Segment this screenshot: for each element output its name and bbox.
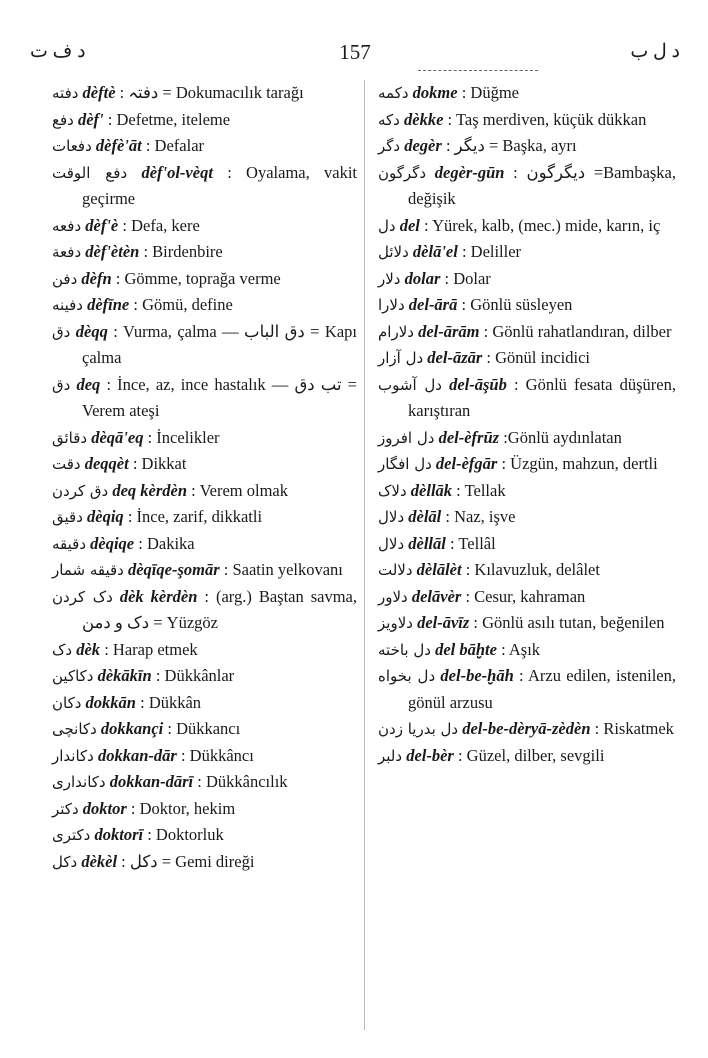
entry-definition: : Defa, kere: [122, 215, 200, 235]
entry-definition: : Dükkancı: [167, 719, 241, 738]
entry-arabic: دکمه: [378, 84, 409, 102]
entry-definition: : Defalar: [145, 136, 205, 155]
dictionary-entry: [52, 213, 357, 240]
entry-arabic: دل بدریا زدن: [378, 720, 459, 738]
entry-definition: : Dükkâncı: [180, 745, 254, 765]
entry-definition: : Naz, işve: [445, 507, 516, 526]
entry-headword: del-èfrūz: [438, 427, 500, 447]
entry-headword: degèr-gūn: [434, 162, 505, 182]
entry-arabic: دلاویز: [378, 614, 413, 632]
entry-definition: : İncelikler: [147, 427, 220, 447]
entry-headword: del: [399, 215, 420, 235]
entry-headword: dokkan-dār: [97, 745, 177, 765]
entry-definition: : İnce, az, ince hastalık — تب دق = Verem ateşi: [82, 374, 357, 420]
column-divider: [364, 80, 365, 1030]
dictionary-entry: [52, 319, 357, 372]
entry-definition: : Gönlü asılı tutan, beğenilen: [473, 613, 665, 632]
entry-headword: dèqīqe-şomār: [127, 560, 220, 579]
entry-definition: : Gönlü rahatlandıran, dilber: [483, 321, 672, 341]
entry-definition: : دیگر = Başka, ayrı: [445, 136, 577, 155]
entry-headword: dèf'ol-vèqt: [141, 162, 213, 182]
entry-definition: : Oyalama, vakit geçirme: [82, 162, 357, 208]
dictionary-entry: [378, 213, 676, 240]
entry-arabic: دلال: [378, 534, 405, 553]
entry-arabic: دلال: [378, 508, 405, 526]
entry-definition: : Defetme, iteleme: [107, 109, 231, 129]
entry-definition: : Yürek, kalb, (mec.) mide, karın, iç: [424, 215, 661, 235]
header-rule: [418, 70, 538, 71]
entry-arabic: دفعة: [52, 243, 82, 261]
entry-definition: : İnce, zarif, dikkatli: [127, 507, 263, 526]
entry-headword: dèftè: [82, 83, 116, 102]
entry-headword: deqqèt: [84, 454, 129, 473]
dictionary-entry: [52, 584, 357, 637]
page-header: [30, 40, 680, 70]
dictionary-entry: [52, 239, 357, 266]
dictionary-entry: [52, 796, 357, 823]
dictionary-entry: [378, 743, 676, 770]
entry-definition: : Arzu edilen, istenilen, gönül arzusu: [408, 666, 676, 712]
entry-arabic: دلار: [378, 269, 401, 288]
dictionary-entry: [52, 372, 357, 425]
entry-arabic: دفع: [52, 110, 74, 129]
entry-arabic: دکانداری: [52, 773, 106, 791]
entry-definition: : Gönlü fesata düşüren, karıştıran: [408, 374, 676, 420]
entry-definition: : Taş merdiven, küçük dükkan: [447, 109, 647, 129]
entry-headword: dèllāl: [408, 533, 446, 553]
entry-arabic: دک: [52, 640, 73, 659]
dictionary-entry: [52, 80, 357, 107]
dictionary-entry: [378, 372, 676, 425]
entry-headword: dolar: [404, 268, 441, 288]
entry-definition: : Birdenbire: [143, 242, 223, 261]
dictionary-entry: [378, 663, 676, 716]
dictionary-entry: [52, 504, 357, 531]
dictionary-entry: [52, 133, 357, 160]
entry-headword: del-bèr: [406, 745, 454, 765]
entry-headword: del-āzār: [427, 348, 483, 367]
entry-definition: : Güzel, dilber, sevgili: [457, 745, 605, 765]
entry-definition: : Dükkâncılık: [197, 772, 288, 791]
entry-headword: dèk: [76, 639, 101, 659]
entry-headword: dèf'ètèn: [85, 242, 140, 261]
entry-headword: del-āşūb: [449, 374, 507, 394]
entry-arabic: دل آشوب: [378, 375, 442, 394]
entry-headword: dokme: [412, 83, 458, 102]
entry-arabic: دکانچی: [52, 720, 97, 738]
dictionary-entry: [378, 610, 676, 637]
entry-definition: : Dükkân: [140, 692, 202, 712]
entry-headword: deq kèrdèn: [112, 480, 188, 500]
dictionary-entry: [52, 822, 357, 849]
entry-definition: : Doktor, hekim: [130, 798, 236, 818]
entry-arabic: دقت: [52, 455, 81, 473]
dictionary-entry: [52, 690, 357, 717]
dictionary-entry: [52, 769, 357, 796]
entry-arabic: دلالت: [378, 561, 413, 579]
entry-headword: dèqiq: [87, 507, 124, 526]
dictionary-entry: [52, 160, 357, 213]
entry-arabic: دل افگار: [378, 455, 432, 473]
dictionary-entry: [52, 107, 357, 134]
entry-headword: dèqiqe: [90, 533, 135, 553]
entry-arabic: دکتری: [52, 826, 91, 844]
entry-definition: : Dakika: [138, 533, 195, 553]
entry-definition: : Üzgün, mahzun, dertli: [501, 454, 658, 473]
entry-arabic: دلارا: [378, 296, 405, 314]
dictionary-entry: [378, 478, 676, 505]
entry-headword: dèfè'āt: [95, 136, 142, 155]
entry-headword: del-ārā: [408, 295, 458, 314]
entry-headword: dèf': [77, 109, 104, 129]
entry-arabic: دکه: [378, 110, 400, 129]
entry-arabic: دقائق: [52, 428, 88, 447]
entry-headword: dèkèl: [81, 851, 118, 871]
entry-definition: : Doktorluk: [147, 825, 224, 844]
entry-definition: : Dükkânlar: [155, 666, 235, 685]
entry-definition: : Vurma, çalma — دق الباب = Kapı çalma: [82, 321, 357, 367]
entry-definition: : دیگرگون =Bambaşka, değişik: [408, 162, 677, 208]
entry-arabic: دکاکین: [52, 667, 94, 685]
dictionary-entry: [378, 557, 676, 584]
entry-definition: : Deliller: [461, 242, 522, 261]
dictionary-entry: [378, 716, 676, 743]
entry-headword: dèlā'el: [412, 242, 458, 261]
entry-arabic: دفعات: [52, 137, 92, 155]
entry-arabic: دفعه: [52, 216, 82, 235]
entry-headword: dèlāl: [408, 507, 442, 526]
entry-headword: dèqā'eq: [91, 427, 144, 447]
dictionary-entry: [52, 451, 357, 478]
dictionary-entry: [52, 557, 357, 584]
dictionary-entry: [378, 133, 676, 160]
entry-definition: : Kılavuzluk, delâlet: [465, 560, 600, 579]
entry-headword: dèfīne: [87, 295, 130, 314]
entry-arabic: دل بخواه: [378, 667, 436, 685]
dictionary-entry: [378, 451, 676, 478]
entry-definition: : Gömü, define: [133, 295, 233, 314]
dictionary-entry: [52, 292, 357, 319]
dictionary-entry: [378, 266, 676, 293]
dictionary-entry: [378, 425, 676, 452]
entry-arabic: دلارام: [378, 322, 414, 341]
entry-arabic: دفع الوقت: [52, 163, 128, 182]
entry-headword: dèf'è: [85, 215, 119, 235]
entry-arabic: دل افروز: [378, 428, 435, 447]
entry-arabic: دقيقه: [52, 534, 87, 553]
dictionary-entry: [52, 266, 357, 293]
entry-arabic: دق كردن: [52, 481, 109, 500]
entry-headword: dokkan-dārī: [109, 772, 194, 791]
entry-arabic: دکتر: [52, 799, 79, 818]
entry-definition: : Tellâl: [449, 533, 496, 553]
entry-definition: : دفتہ = Dokumacılık tarağı: [119, 83, 304, 102]
entry-definition: :Gönlü aydınlatan: [503, 427, 622, 447]
entry-headword: dokkān: [85, 692, 136, 712]
dictionary-entry: [378, 584, 676, 611]
entry-arabic: دقيقه شمار: [52, 561, 124, 579]
dictionary-entry: [52, 425, 357, 452]
entry-headword: dèlālèt: [416, 560, 462, 579]
dictionary-entry: [52, 531, 357, 558]
entry-definition: : Verem olmak: [191, 480, 288, 500]
page-number: 157: [339, 40, 371, 64]
dictionary-entry: [52, 716, 357, 743]
entry-arabic: دگر: [378, 137, 401, 155]
entry-definition: : Dikkat: [132, 454, 187, 473]
entry-headword: dokkançi: [100, 719, 164, 738]
entry-headword: degèr: [404, 136, 442, 155]
entry-definition: : Saatin yelkovanı: [223, 560, 343, 579]
entry-arabic: دکل: [52, 852, 78, 871]
dictionary-entry: [378, 80, 676, 107]
entry-definition: : Gönlü süsleyen: [461, 295, 573, 314]
right-column: [378, 80, 676, 769]
entry-headword: dèkke: [404, 109, 444, 129]
entry-headword: delāvèr: [411, 586, 462, 606]
entry-arabic: دلائل: [378, 243, 409, 261]
entry-definition: : Gönül incidici: [486, 348, 590, 367]
dictionary-entry: [378, 107, 676, 134]
entry-headword: doktor: [82, 798, 127, 818]
entry-headword: del-āvīz: [417, 613, 470, 632]
entry-definition: : دکل = Gemi direği: [121, 851, 255, 871]
entry-definition: : Tellak: [456, 480, 506, 500]
entry-definition: : (arg.) Baştan savma, دک و دمن = Yüzgöz: [82, 586, 357, 632]
entry-arabic: دفينه: [52, 296, 83, 314]
dictionary-entry: [52, 637, 357, 664]
header-right-letters: د ل ب: [630, 41, 680, 62]
dictionary-entry: [378, 160, 676, 213]
entry-headword: del bāḫte: [435, 639, 497, 659]
entry-headword: doktorī: [94, 825, 144, 844]
entry-headword: del-ārām: [418, 321, 480, 341]
entry-arabic: دل باخته: [378, 640, 431, 659]
entry-headword: dèqq: [75, 321, 108, 341]
entry-arabic: دفته: [52, 84, 79, 102]
entry-arabic: دلبر: [378, 746, 403, 765]
entry-arabic: دلاور: [378, 587, 408, 606]
entry-headword: dèkākīn: [97, 666, 152, 685]
entry-headword: dèk kèrdèn: [119, 586, 198, 606]
entry-definition: : Gömme, toprağa verme: [115, 268, 281, 288]
entry-headword: del-èfgār: [435, 454, 498, 473]
dictionary-entry: [378, 239, 676, 266]
entry-headword: del-be-ḫāh: [440, 666, 514, 685]
dictionary-entry: [378, 504, 676, 531]
entry-definition: : Cesur, kahraman: [465, 586, 586, 606]
entry-definition: : Dolar: [444, 268, 491, 288]
entry-definition: : Düğme: [461, 83, 520, 102]
dictionary-entry: [378, 637, 676, 664]
dictionary-entry: [52, 849, 357, 876]
dictionary-entry: [378, 319, 676, 346]
dictionary-entry: [378, 345, 676, 372]
entry-arabic: دک کردن: [52, 587, 113, 606]
entry-arabic: دقيق: [52, 508, 83, 526]
entry-arabic: دل: [378, 216, 396, 235]
entry-headword: del-be-dèryā-zèdèn: [462, 719, 591, 738]
entry-arabic: دلاک: [378, 481, 407, 500]
entry-arabic: دکاندار: [52, 746, 94, 765]
entry-arabic: دق: [52, 322, 71, 341]
entry-headword: dèllāk: [410, 480, 453, 500]
dictionary-entry: [52, 743, 357, 770]
entry-arabic: دگرگون: [378, 163, 427, 182]
entry-definition: : Aşık: [501, 639, 541, 659]
dictionary-entry: [52, 478, 357, 505]
dictionary-entry: [378, 531, 676, 558]
entry-arabic: دق: [52, 375, 71, 394]
left-column: [52, 80, 357, 875]
header-left-letters: د ف ت: [30, 41, 86, 62]
entry-headword: deq: [76, 374, 101, 394]
entry-arabic: دل آزار: [378, 349, 424, 367]
entry-arabic: دفن: [52, 269, 78, 288]
entry-definition: : Riskatmek: [594, 719, 674, 738]
entry-headword: dèfn: [81, 268, 112, 288]
entry-definition: : Harap etmek: [104, 639, 198, 659]
entry-arabic: دکان: [52, 693, 82, 712]
dictionary-entry: [378, 292, 676, 319]
dictionary-entry: [52, 663, 357, 690]
